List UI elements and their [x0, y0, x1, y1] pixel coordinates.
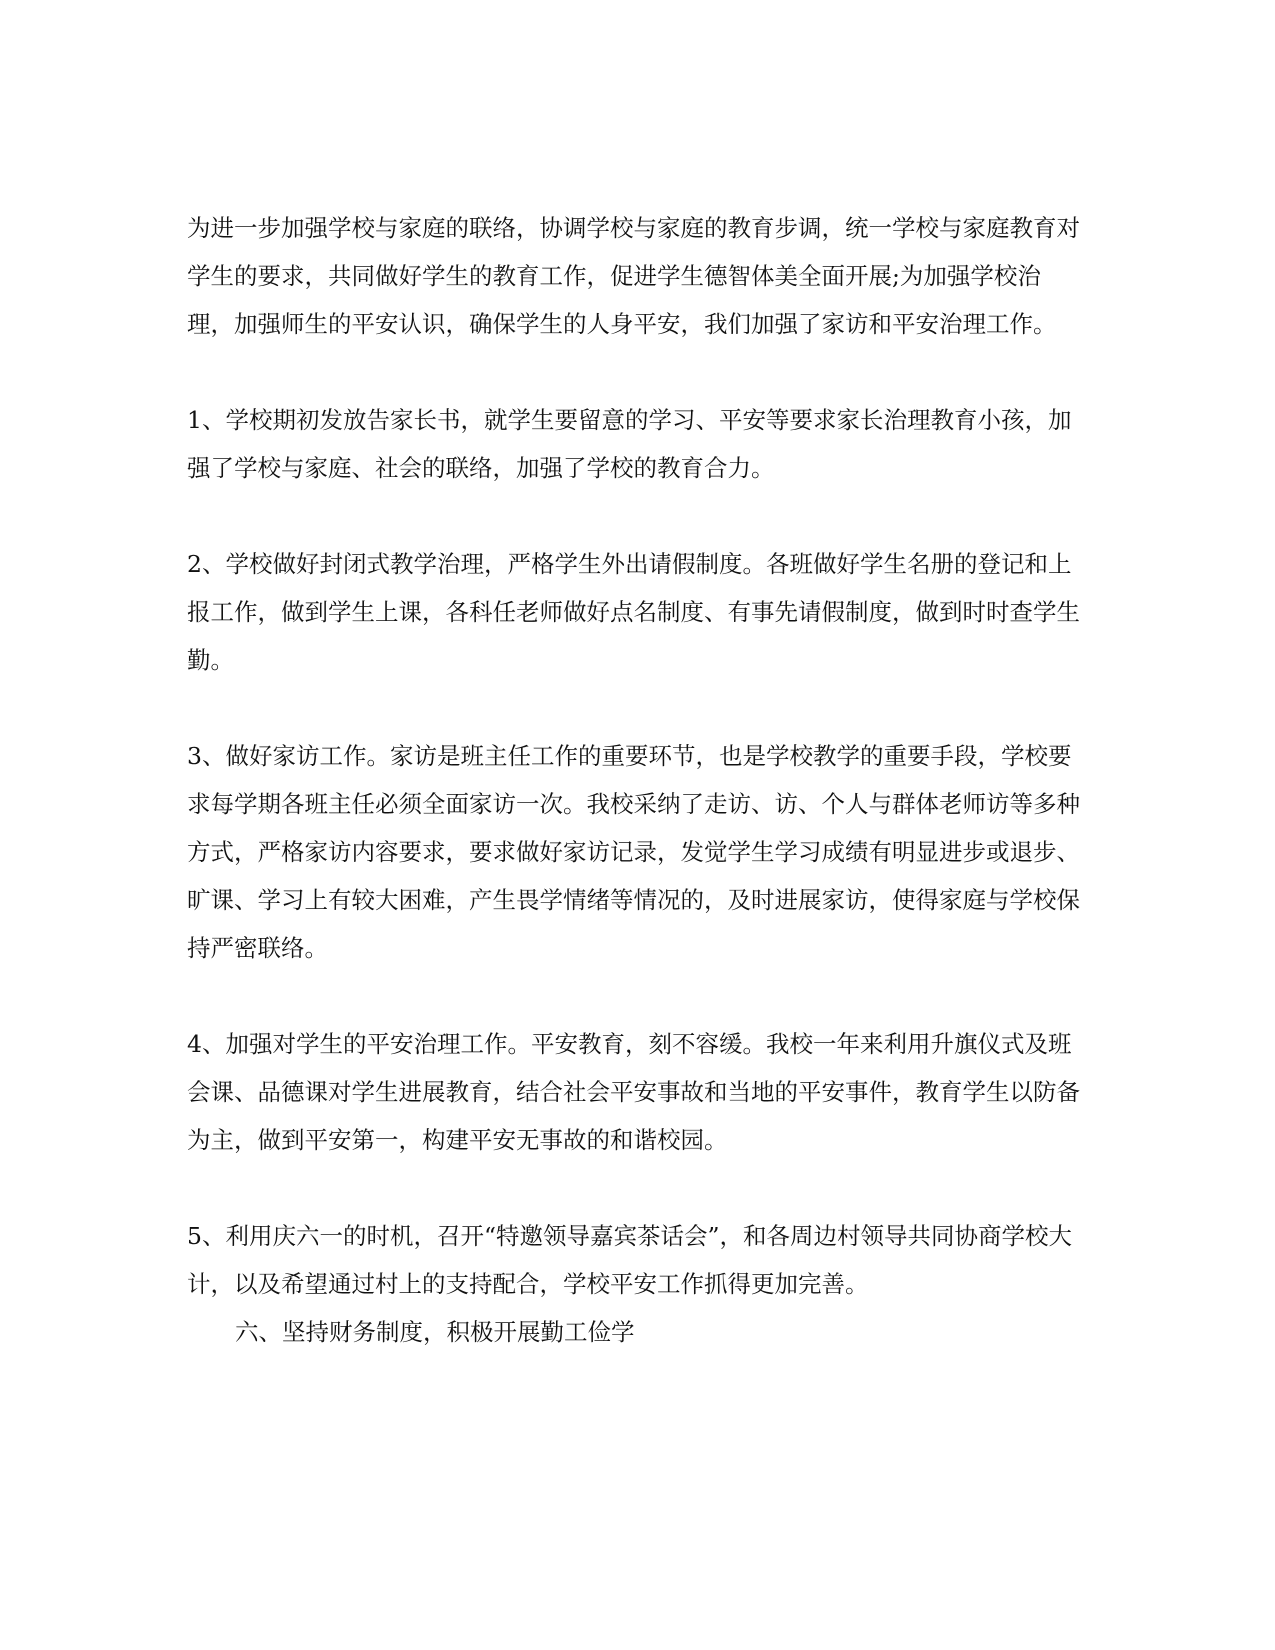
intro-paragraph: 为进一步加强学校与家庭的联络，协调学校与家庭的教育步调，统一学校与家庭教育对学生的要求，共同做好学生的教育工作，促进学生德智体美全面开展;为加强学校治理，加强师生的平安认识，确保学生的人身平安，我们加强了家访和平安治理工作。 [187, 214, 1080, 338]
list-item-1: 1、学校期初发放告家长书，就学生要留意的学习、平安等要求家长治理教育小孩，加强了学校与家庭、社会的联络，加强了学校的教育合力。 [187, 406, 1072, 482]
list-item-5: 5、利用庆六一的时机，召开“特邀领导嘉宾茶话会”，和各周边村领导共同协商学校大计，以及希望通过村上的支持配合，学校平安工作抓得更加完善。 [187, 1222, 1072, 1298]
document-body [187, 204, 1087, 1356]
list-item-2: 2、学校做好封闭式教学治理，严格学生外出请假制度。各班做好学生名册的登记和上报工作，做到学生上课，各科任老师做好点名制度、有事先请假制度，做到时时查学生勤。 [187, 550, 1080, 674]
section-heading: 六、坚持财务制度，积极开展勤工俭学 [235, 1318, 635, 1346]
list-item-4: 4、加强对学生的平安治理工作。平安教育，刻不容缓。我校一年来利用升旗仪式及班会课、品德课对学生进展教育，结合社会平安事故和当地的平安事件，教育学生以防备为主，做到平安第一，构建平安无事故的和谐校园。 [187, 1030, 1080, 1154]
list-item-3: 3、做好家访工作。家访是班主任工作的重要环节，也是学校教学的重要手段，学校要求每学期各班主任必须全面家访一次。我校采纳了走访、访、个人与群体老师访等多种方式，严格家访内容要求，要求做好家访记录，发觉学生学习成绩有明显进步或退步、旷课、学习上有较大困难，产生畏学情绪等情况的，及时进展家访，使得家庭与学校保持严密联络。 [187, 742, 1080, 962]
